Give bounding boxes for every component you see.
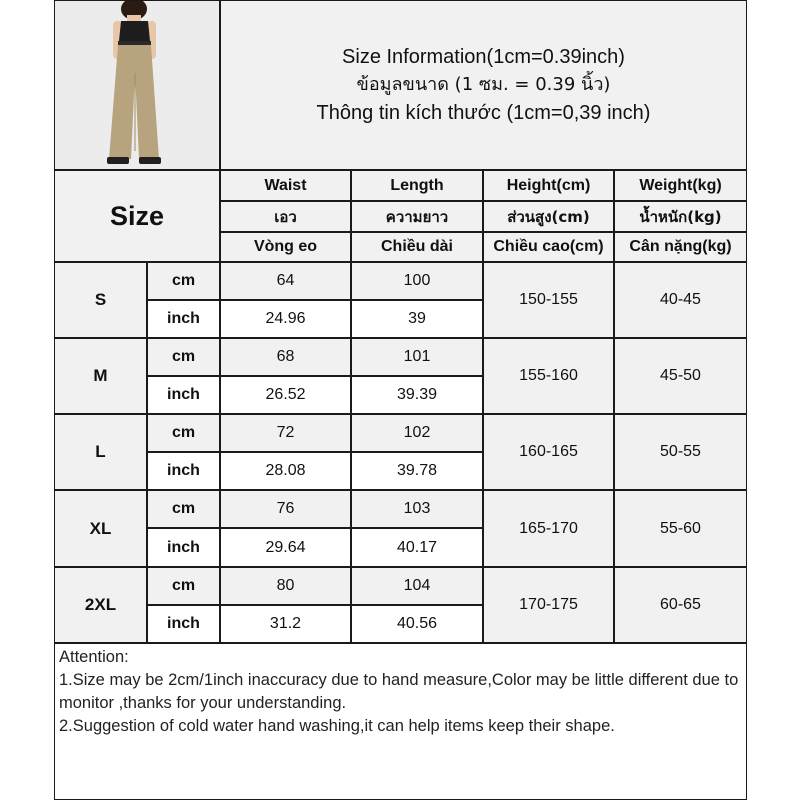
height-xl: 165-170 — [483, 490, 614, 567]
waist-cm-s: 64 — [220, 262, 351, 300]
title-en: Size Information(1cm=0.39inch) — [342, 46, 625, 68]
note-line-2: 2.Suggestion of cold water hand washing,it can help items keep their shape. — [59, 717, 615, 735]
length-inch-xl: 40.17 — [351, 528, 483, 567]
title-th: ข้อมูลขนาด (1 ซม. = 0.39 นิ้ว) — [356, 74, 611, 95]
length-cm-l: 102 — [351, 414, 483, 452]
unit-inch: inch — [147, 605, 220, 643]
product-photo — [54, 0, 220, 170]
length-inch-m: 39.39 — [351, 376, 483, 414]
unit-inch: inch — [147, 452, 220, 490]
length-cm-m: 101 — [351, 338, 483, 376]
waist-inch-2xl: 31.2 — [220, 605, 351, 643]
weight-l: 50-55 — [614, 414, 747, 490]
unit-inch: inch — [147, 376, 220, 414]
height-l: 160-165 — [483, 414, 614, 490]
size-xl: XL — [54, 490, 147, 567]
header-waist-en: Waist — [220, 170, 351, 201]
header-waist-th: เอว — [220, 201, 351, 232]
unit-inch: inch — [147, 528, 220, 567]
length-cm-xl: 103 — [351, 490, 483, 528]
size-chart — [54, 0, 747, 800]
header-height-vi: Chiều cao(cm) — [483, 232, 614, 262]
note-line-1: 1.Size may be 2cm/1inch inaccuracy due to hand measure,Color may be little different due to monitor ,thanks for your understanding. — [59, 671, 743, 712]
length-cm-s: 100 — [351, 262, 483, 300]
header-weight-th: น้ำหนัก(kg) — [614, 201, 747, 232]
header-weight-vi: Cân nặng(kg) — [614, 232, 747, 262]
waist-cm-xl: 76 — [220, 490, 351, 528]
header-length-vi: Chiều dài — [351, 232, 483, 262]
weight-s: 40-45 — [614, 262, 747, 338]
size-s: S — [54, 262, 147, 338]
waist-inch-xl: 29.64 — [220, 528, 351, 567]
height-s: 150-155 — [483, 262, 614, 338]
header-height-en: Height(cm) — [483, 170, 614, 201]
unit-cm: cm — [147, 338, 220, 376]
header-length-en: Length — [351, 170, 483, 201]
length-cm-2xl: 104 — [351, 567, 483, 605]
attention-notes — [54, 643, 747, 800]
unit-cm: cm — [147, 262, 220, 300]
weight-xl: 55-60 — [614, 490, 747, 567]
weight-m: 45-50 — [614, 338, 747, 414]
height-m: 155-160 — [483, 338, 614, 414]
header-weight-en: Weight(kg) — [614, 170, 747, 201]
header-height-th: ส่วนสูง(cm) — [483, 201, 614, 232]
size-header: Size — [54, 170, 220, 262]
size-m: M — [54, 338, 147, 414]
weight-2xl: 60-65 — [614, 567, 747, 643]
waist-inch-s: 24.96 — [220, 300, 351, 338]
model-photo-icon — [55, 1, 219, 169]
waist-cm-m: 68 — [220, 338, 351, 376]
waist-cm-2xl: 80 — [220, 567, 351, 605]
title-vi: Thông tin kích thước (1cm=0,39 inch) — [316, 102, 651, 124]
waist-inch-l: 28.08 — [220, 452, 351, 490]
header-length-th: ความยาว — [351, 201, 483, 232]
size-l: L — [54, 414, 147, 490]
size-2xl: 2XL — [54, 567, 147, 643]
title-box — [220, 0, 747, 170]
length-inch-2xl: 40.56 — [351, 605, 483, 643]
unit-cm: cm — [147, 567, 220, 605]
height-2xl: 170-175 — [483, 567, 614, 643]
unit-cm: cm — [147, 414, 220, 452]
unit-inch: inch — [147, 300, 220, 338]
header-waist-vi: Vòng eo — [220, 232, 351, 262]
unit-cm: cm — [147, 490, 220, 528]
waist-cm-l: 72 — [220, 414, 351, 452]
length-inch-l: 39.78 — [351, 452, 483, 490]
notes-heading: Attention: — [59, 648, 129, 666]
waist-inch-m: 26.52 — [220, 376, 351, 414]
length-inch-s: 39 — [351, 300, 483, 338]
